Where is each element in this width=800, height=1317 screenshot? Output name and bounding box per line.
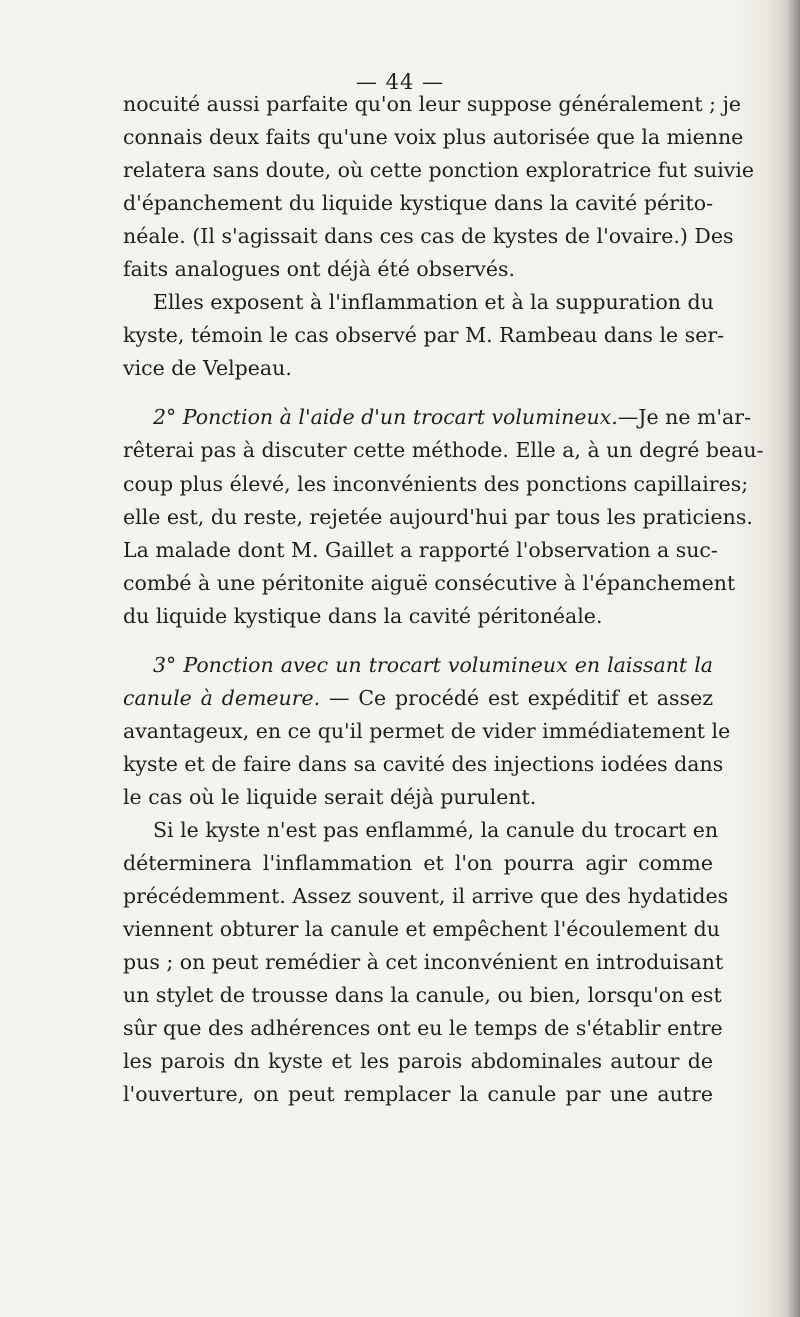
text-line: néale. (Il s'agissait dans ces cas de kystes de l'ovaire.) Des <box>123 224 734 249</box>
text-line: avantageux, en ce qu'il permet de vider immédiatement le <box>123 718 731 743</box>
text-line: kyste, témoin le cas observé par M. Rambeau dans le ser- <box>123 323 725 348</box>
text-line: viennent obturer la canule et empêchent l'écoulement du <box>123 917 720 942</box>
text-line: l'ouverture, on peut remplacer la canule par une autre <box>123 1082 713 1107</box>
text-line: du liquide kystique dans la cavité péritonéale. <box>123 603 603 628</box>
text-line: La malade dont M. Gaillet a rapporté l'observation a suc- <box>123 537 718 562</box>
paragraph <box>123 401 764 632</box>
body-text <box>123 88 764 1111</box>
text-line: nocuité aussi parfaite qu'on leur suppose généralement ; je <box>123 92 742 116</box>
text-fragment: — Ce procédé est expéditif et assez <box>320 685 713 710</box>
text-line: faits analogues ont déjà été observés. <box>123 257 516 282</box>
text-line: rêterai pas à discuter cette méthode. Elle a, à un degré beau- <box>123 438 764 463</box>
text-line <box>123 682 713 715</box>
text-line: un stylet de trousse dans la canule, ou bien, lorsqu'on est <box>123 983 722 1008</box>
section-heading: 3° Ponction avec un trocart volumineux en laissant la <box>153 652 713 677</box>
text-line: elle est, du reste, rejetée aujourd'hui par tous les praticiens. <box>123 504 753 529</box>
text-line: coup plus élevé, les inconvénients des ponctions capillaires; <box>123 471 749 496</box>
paragraph <box>123 814 729 1111</box>
text-line: sûr que des adhérences ont eu le temps de s'établir entre <box>123 1016 723 1041</box>
text-line <box>123 401 751 434</box>
section-heading-continued: canule à demeure. <box>123 685 321 710</box>
text-line: les parois dn kyste et les parois abdominales autour de <box>123 1049 713 1074</box>
text-line: le cas où le liquide serait déjà purulent. <box>123 784 537 809</box>
section-heading: 2° Ponction à l'aide d'un trocart volumineux. <box>153 405 618 430</box>
text-line: pus ; on peut remédier à cet inconvénient en introduisant <box>123 950 724 975</box>
text-line: vice de Velpeau. <box>123 356 292 381</box>
text-line: relatera sans doute, où cette ponction exploratrice fut suivie <box>123 158 755 183</box>
paragraph-spacer <box>123 385 713 401</box>
paragraph-spacer <box>123 633 713 649</box>
paragraph <box>123 649 731 814</box>
text-line: kyste et de faire dans sa cavité des injections iodées dans <box>123 751 724 776</box>
text-line: connais deux faits qu'une voix plus autorisée que la mienne <box>123 125 744 150</box>
text-line: d'épanchement du liquide kystique dans la cavité périto- <box>123 191 713 216</box>
text-line: précédemment. Assez souvent, il arrive que des hydatides <box>123 884 729 909</box>
text-line: Si le kyste n'est pas enflammé, la canule du trocart en <box>153 817 719 842</box>
text-line: déterminera l'inflammation et l'on pourra agir comme <box>123 851 713 876</box>
page-number: — 44 — <box>355 70 445 94</box>
text-line: combé à une péritonite aiguë consécutive à l'épanchement <box>123 570 736 595</box>
page-edge-shadow <box>786 0 800 1317</box>
paragraph <box>123 88 755 286</box>
paragraph <box>123 286 725 385</box>
text-line: Elles exposent à l'inflammation et à la suppuration du <box>153 290 714 315</box>
text-fragment: —Je ne m'ar- <box>617 405 751 430</box>
